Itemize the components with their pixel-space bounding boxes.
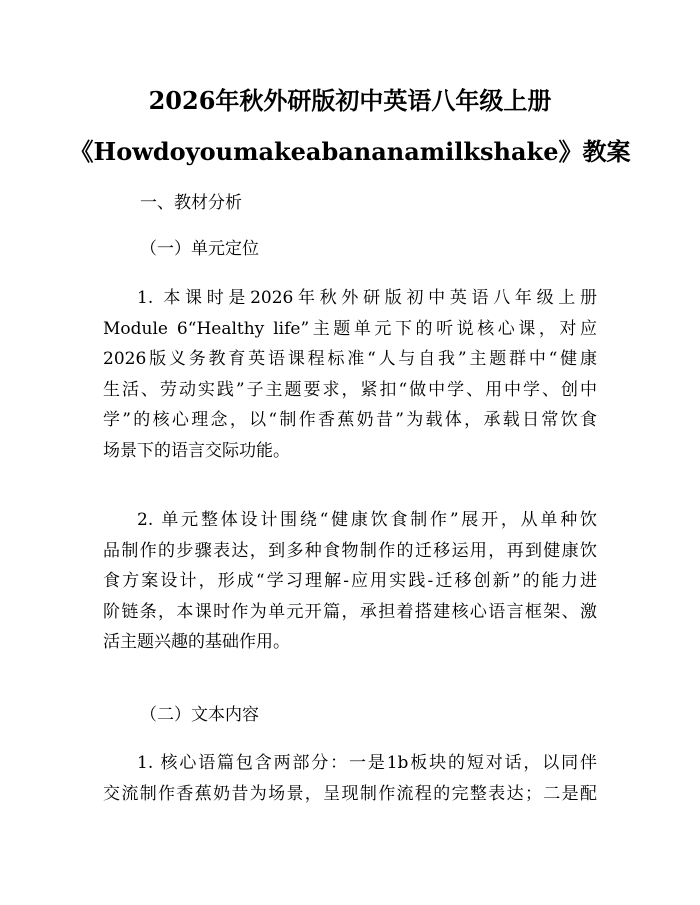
paragraph-line: 阶链条，本课时作为单元开篇，承担着搭建核心语言框架、激 [103,601,597,622]
paragraph-line: 食方案设计，形成“学习理解-应用实践-迁移创新”的能力进 [103,571,597,591]
paragraph-line: Module 6“Healthy life”主题单元下的听说核心课，对应 [103,318,597,339]
paragraph-unit-positioning-2 [103,505,597,658]
document-title-line-1: 2026年秋外研版初中英语八年级上册 [148,86,552,115]
section-heading-textbook-analysis: 一、教材分析 [140,193,242,213]
paragraph-line: 2026版义务教育英语课程标准“人与自我”主题群中“健康 [103,349,597,369]
paragraph-line: 生活、劳动实践”子主题要求，紧扣“做中学、用中学、创中 [103,379,597,400]
paragraph-unit-positioning-1 [103,283,597,466]
subsection-heading-unit-positioning: （一）单元定位 [140,239,259,259]
paragraph-line: 1. 本课时是2026年秋外研版初中英语八年级上册 [137,288,597,308]
paragraph-line: 活主题兴趣的基础作用。 [103,632,290,652]
paragraph-line: 场景下的语言交际功能。 [103,440,290,461]
document-title-line-2: 《Howdoyoumakeabananamilkshake》教案 [69,137,631,166]
paragraph-line: 1. 核心语篇包含两部分：一是1b板块的短对话，以同伴 [137,753,597,773]
paragraph-line: 2. 单元整体设计围绕“健康饮食制作”展开，从单种饮 [137,510,597,530]
paragraph-line: 学”的核心理念，以“制作香蕉奶昔”为载体，承载日常饮食 [103,410,597,430]
paragraph-line: 交流制作香蕉奶昔为场景，呈现制作流程的完整表达；二是配 [103,783,597,804]
paragraph-line: 品制作的步骤表达，到多种食物制作的迁移运用，再到健康饮 [103,540,597,561]
paragraph-text-content-1 [103,748,597,809]
subsection-heading-text-content: （二）文本内容 [140,705,259,725]
